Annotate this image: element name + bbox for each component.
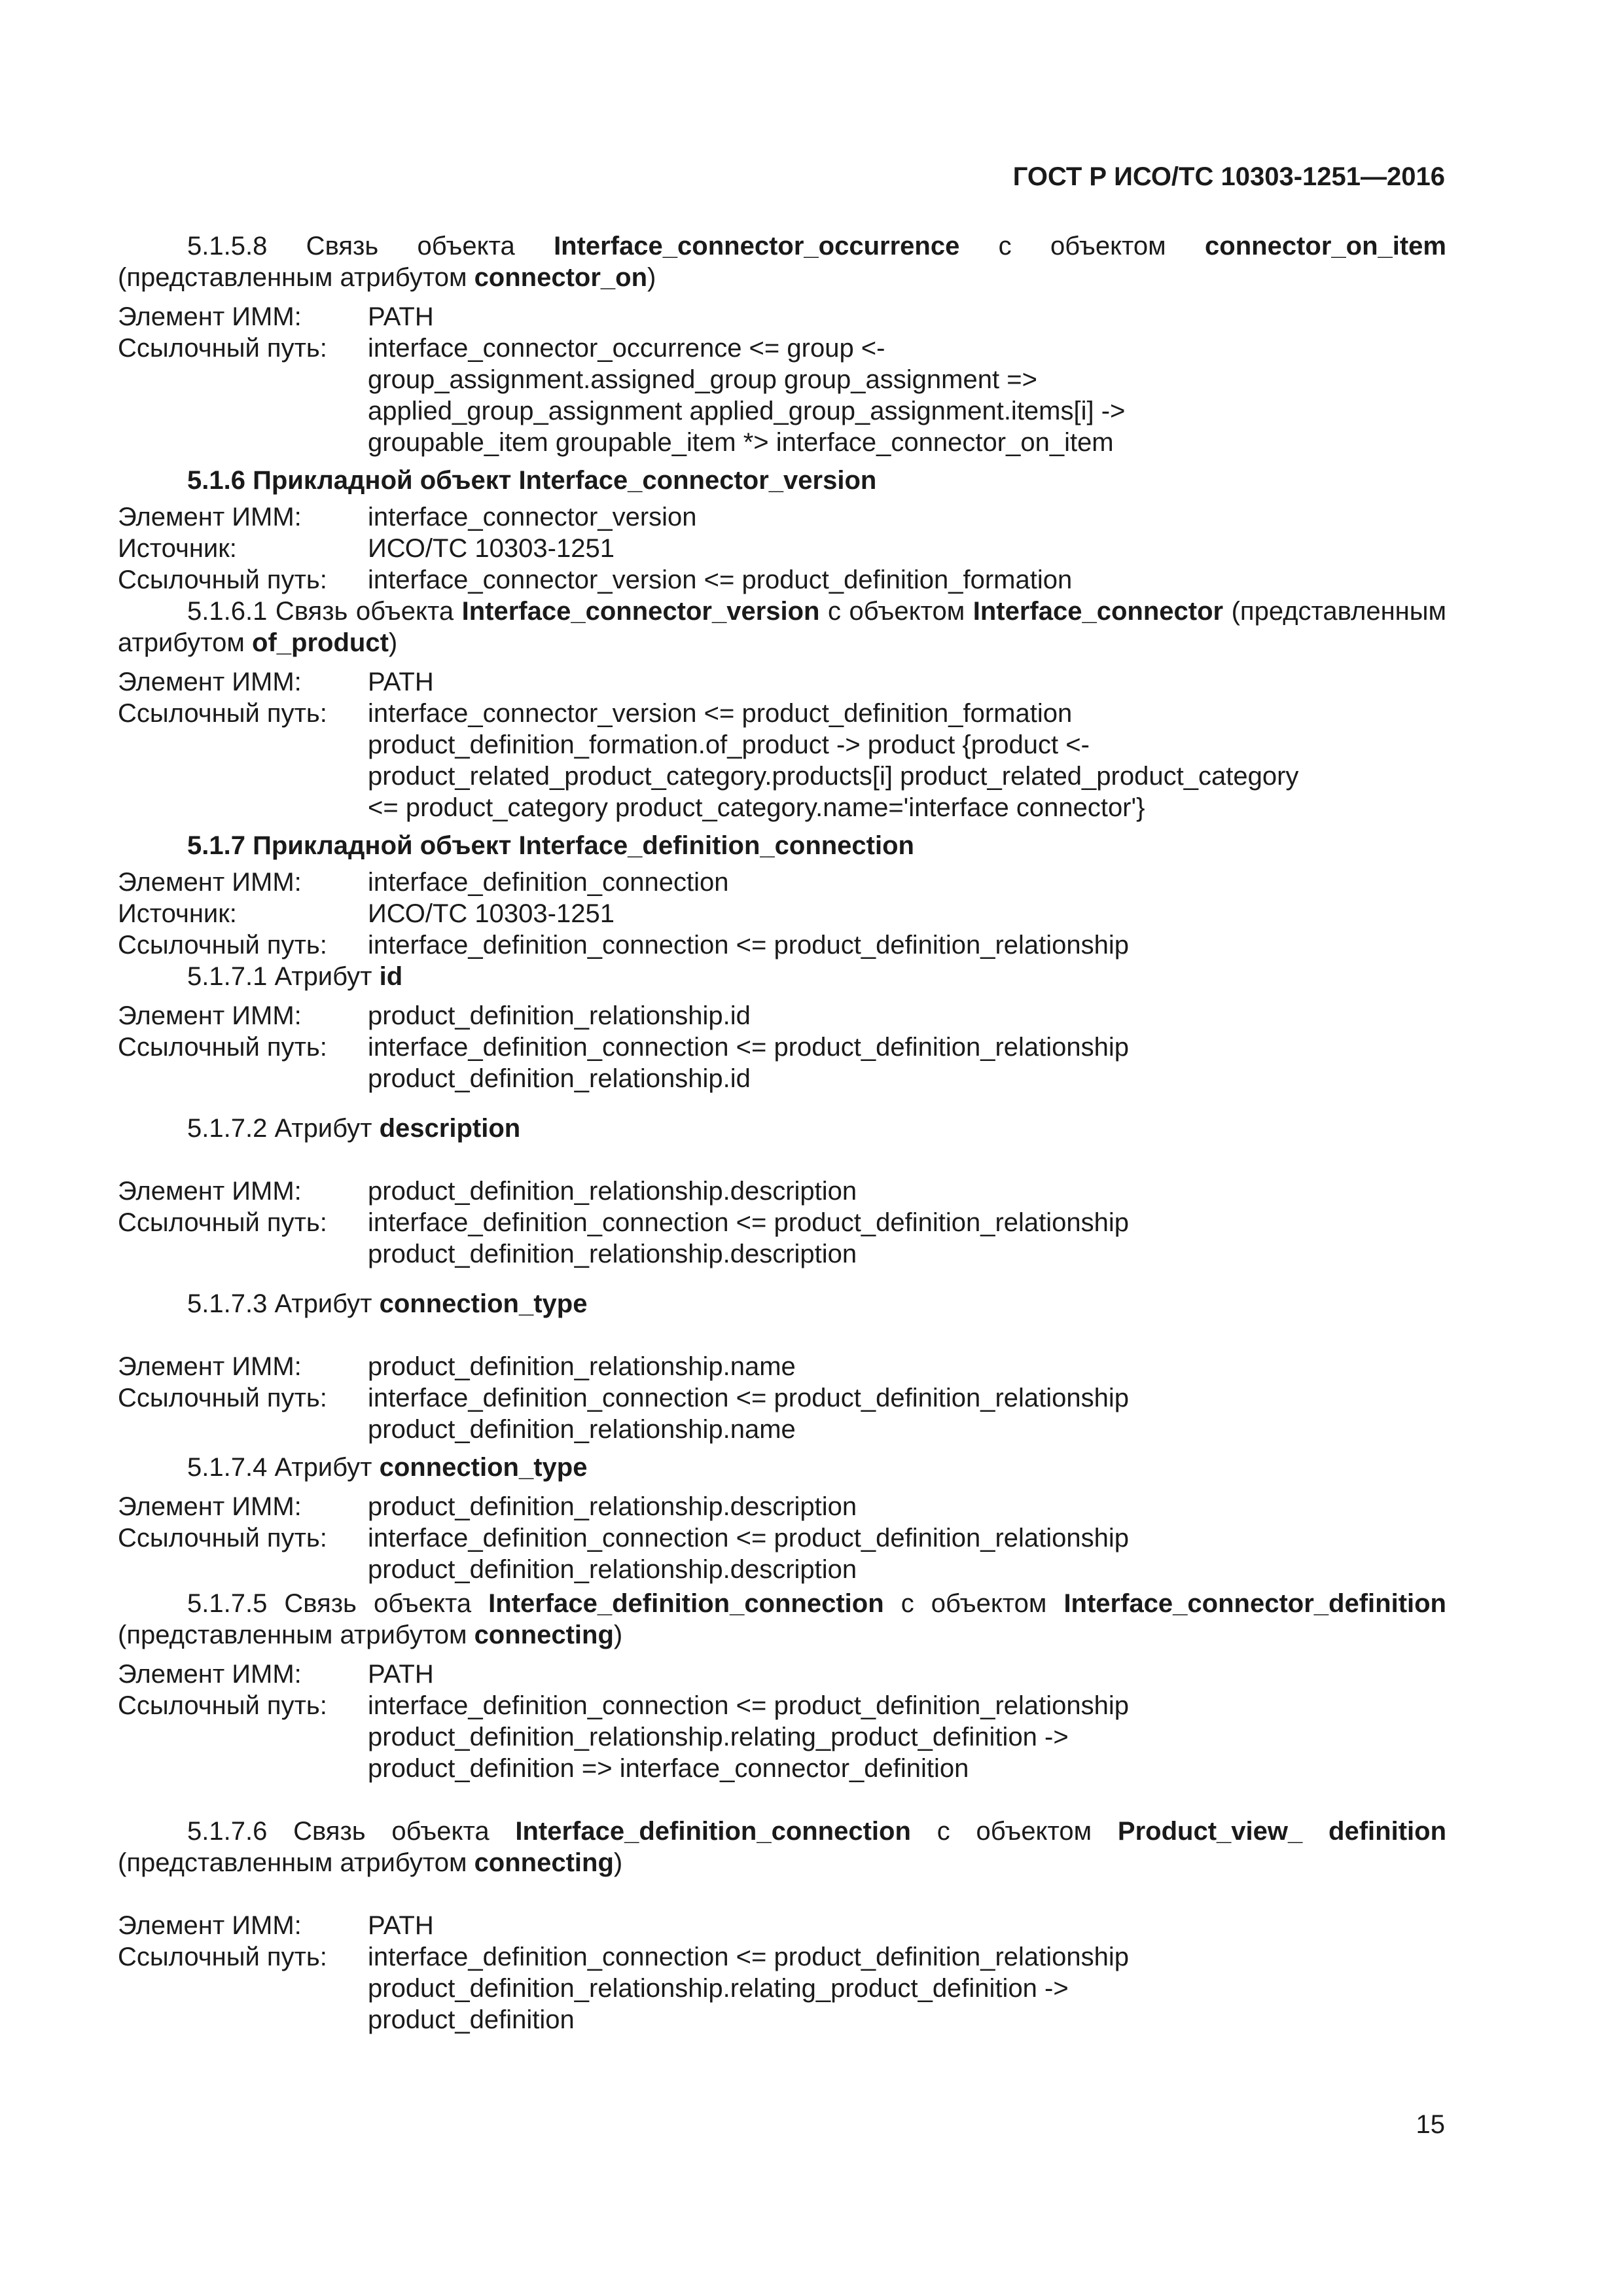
field-row bbox=[118, 867, 1446, 898]
clause-5-1-5-8-heading: 5.1.5.8 Связь объекта Interface_connector_occurrence с объектом connector_on_item (представленным атрибутом connector_on) bbox=[118, 232, 1446, 292]
clause-5-1-7-5-fields bbox=[118, 1659, 1446, 1784]
element-value: PATH bbox=[368, 1660, 434, 1689]
path-label: Ссылочный путь: bbox=[118, 1943, 327, 1971]
path-label: Ссылочный путь: bbox=[118, 931, 327, 960]
section-5-1-7-title: 5.1.7 Прикладной объект Interface_definition_connection bbox=[187, 831, 914, 860]
element-label: Элемент ИММ: bbox=[118, 1660, 302, 1689]
field-row bbox=[118, 501, 1446, 533]
path-label: Ссылочный путь: bbox=[118, 1524, 327, 1552]
document-header-id: ГОСТ Р ИСО/ТС 10303-1251—2016 bbox=[1012, 162, 1445, 191]
clause-5-1-5-8-fields bbox=[118, 301, 1446, 458]
source-value: ИСО/ТС 10303-1251 bbox=[368, 534, 615, 563]
source-label: Источник: bbox=[118, 534, 237, 563]
field-row bbox=[118, 332, 1446, 458]
clause-5-1-6-1-fields bbox=[118, 666, 1446, 823]
path-value: interface_connector_occurrence <= group <- group_assignment.assigned_group group_assignment => applied_group_assignment applied_group_assignment.items[i] -> groupable_item groupable_item *> interface_connector_on_item bbox=[368, 334, 1126, 457]
path-label: Ссылочный путь: bbox=[118, 699, 327, 728]
clause-5-1-7-3-fields bbox=[118, 1351, 1446, 1445]
field-row bbox=[118, 1910, 1446, 1941]
path-label: Ссылочный путь: bbox=[118, 334, 327, 363]
clause-5-1-7-2-heading: 5.1.7.2 Атрибут description bbox=[187, 1114, 521, 1143]
element-value: product_definition_relationship.id bbox=[368, 1001, 751, 1030]
element-label: Элемент ИММ: bbox=[118, 868, 302, 897]
field-row bbox=[118, 1941, 1446, 2036]
clause-5-1-7-6-heading: 5.1.7.6 Связь объекта Interface_definition_connection с объектом Product_view_ definition (представленным атрибутом connecting) bbox=[118, 1817, 1446, 1877]
element-value: PATH bbox=[368, 668, 434, 696]
element-label: Элемент ИММ: bbox=[118, 1177, 302, 1206]
path-value: interface_definition_connection <= product_definition_relationship product_definition_relationship.description bbox=[368, 1208, 1130, 1268]
clause-5-1-7-6-fields bbox=[118, 1910, 1446, 2036]
clause-5-1-7-1-fields bbox=[118, 1000, 1446, 1094]
section-5-1-6-title: 5.1.6 Прикладной объект Interface_connector_version bbox=[187, 466, 877, 495]
page-number: 15 bbox=[1416, 2110, 1445, 2139]
element-value: interface_definition_connection bbox=[368, 868, 729, 897]
element-label: Элемент ИММ: bbox=[118, 1492, 302, 1521]
field-row bbox=[118, 1175, 1446, 1207]
path-label: Ссылочный путь: bbox=[118, 1691, 327, 1720]
element-value: product_definition_relationship.description bbox=[368, 1492, 857, 1521]
element-value: PATH bbox=[368, 1911, 434, 1940]
clause-5-1-6-1-heading: 5.1.6.1 Связь объекта Interface_connector_version с объектом Interface_connector (представленным атрибутом of_product) bbox=[118, 597, 1447, 657]
field-row bbox=[118, 1522, 1446, 1585]
element-label: Элемент ИММ: bbox=[118, 1911, 302, 1940]
field-row bbox=[118, 1000, 1446, 1031]
path-label: Ссылочный путь: bbox=[118, 1384, 327, 1412]
clause-5-1-7-2-fields bbox=[118, 1175, 1446, 1270]
path-value: interface_connector_version <= product_definition_formation bbox=[368, 565, 1073, 594]
element-value: interface_connector_version bbox=[368, 503, 697, 531]
field-row bbox=[118, 666, 1446, 698]
field-row bbox=[118, 1207, 1446, 1270]
field-row bbox=[118, 1659, 1446, 1690]
element-label: Элемент ИММ: bbox=[118, 302, 302, 331]
clause-5-1-7-1-heading: 5.1.7.1 Атрибут id bbox=[187, 962, 403, 991]
field-row bbox=[118, 1491, 1446, 1522]
document-body bbox=[118, 230, 1446, 2036]
clause-5-1-7-4-fields bbox=[118, 1491, 1446, 1585]
section-5-1-7-fields bbox=[118, 867, 1446, 961]
field-row bbox=[118, 1351, 1446, 1382]
field-row bbox=[118, 533, 1446, 564]
field-row bbox=[118, 301, 1446, 332]
element-label: Элемент ИММ: bbox=[118, 668, 302, 696]
field-row bbox=[118, 698, 1446, 823]
element-value: PATH bbox=[368, 302, 434, 331]
path-value: interface_definition_connection <= product_definition_relationship product_definition_relationship.relating_product_definition -> product_definition => interface_connector_definition bbox=[368, 1691, 1130, 1783]
element-value: product_definition_relationship.name bbox=[368, 1352, 796, 1381]
path-label: Ссылочный путь: bbox=[118, 1208, 327, 1237]
source-value: ИСО/ТС 10303-1251 bbox=[368, 899, 615, 928]
field-row bbox=[118, 1031, 1446, 1094]
path-value: interface_definition_connection <= product_definition_relationship product_definition_relationship.name bbox=[368, 1384, 1130, 1444]
section-5-1-6-fields bbox=[118, 501, 1446, 596]
clause-5-1-7-4-heading: 5.1.7.4 Атрибут connection_type bbox=[187, 1453, 588, 1482]
path-label: Ссылочный путь: bbox=[118, 565, 327, 594]
path-value: interface_definition_connection <= product_definition_relationship bbox=[368, 931, 1130, 960]
field-row bbox=[118, 1690, 1446, 1784]
field-row bbox=[118, 929, 1446, 961]
field-row bbox=[118, 564, 1446, 596]
field-row bbox=[118, 898, 1446, 929]
clause-5-1-7-5-heading: 5.1.7.5 Связь объекта Interface_definition_connection с объектом Interface_connector_definition (представленным атрибутом connecting) bbox=[118, 1589, 1446, 1649]
source-label: Источник: bbox=[118, 899, 237, 928]
path-value: interface_definition_connection <= product_definition_relationship product_definition_relationship.description bbox=[368, 1524, 1130, 1584]
element-value: product_definition_relationship.description bbox=[368, 1177, 857, 1206]
path-value: interface_definition_connection <= product_definition_relationship product_definition_relationship.id bbox=[368, 1033, 1130, 1093]
element-label: Элемент ИММ: bbox=[118, 1352, 302, 1381]
path-label: Ссылочный путь: bbox=[118, 1033, 327, 1062]
clause-5-1-7-3-heading: 5.1.7.3 Атрибут connection_type bbox=[187, 1289, 588, 1318]
element-label: Элемент ИММ: bbox=[118, 503, 302, 531]
field-row bbox=[118, 1382, 1446, 1445]
element-label: Элемент ИММ: bbox=[118, 1001, 302, 1030]
path-value: interface_connector_version <= product_definition_formation product_definition_formation.of_product -> product {product <- product_related_product_category.products[i] product_related_product_category <= product_category product_category.name='interface connector'} bbox=[368, 699, 1299, 822]
path-value: interface_definition_connection <= product_definition_relationship product_definition_relationship.relating_product_definition -> product_definition bbox=[368, 1943, 1130, 2034]
